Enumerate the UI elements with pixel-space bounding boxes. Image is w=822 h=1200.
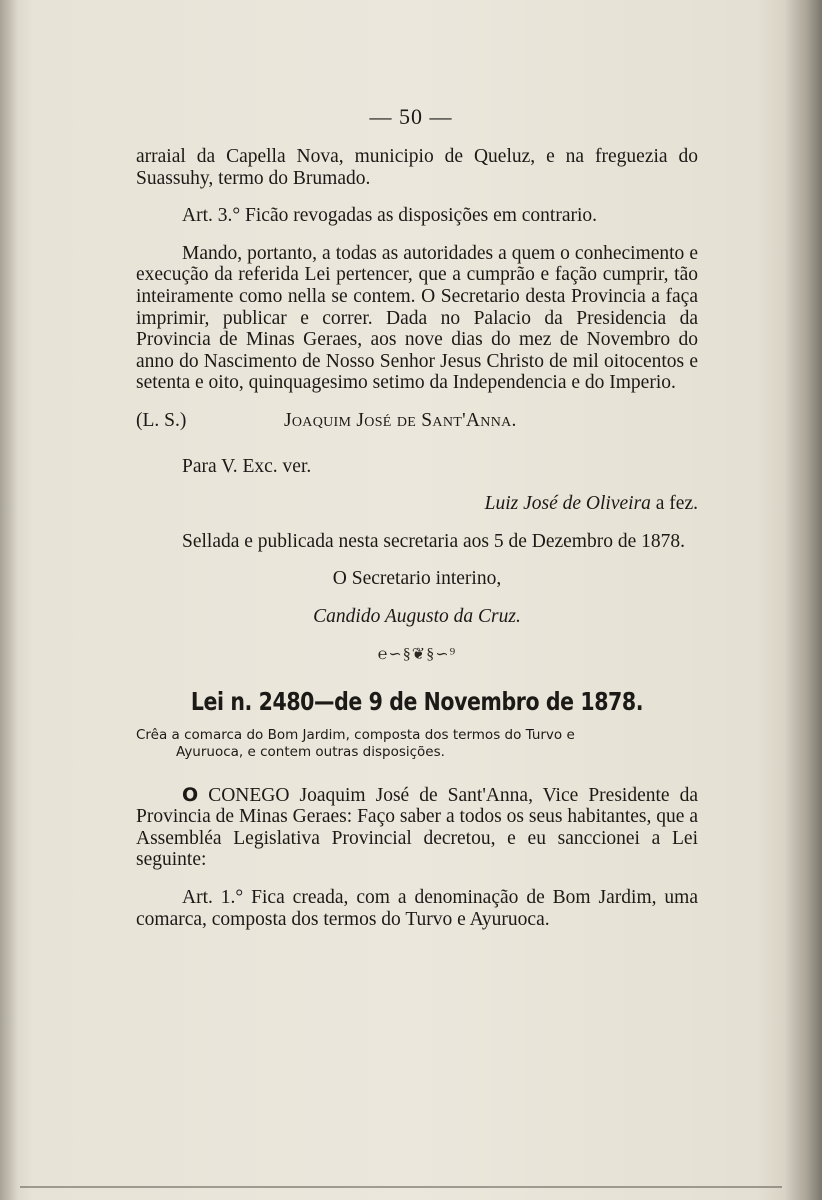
made-by-suffix: a fez.	[650, 493, 698, 515]
secretary-name: Candido Augusto da Cruz.	[313, 605, 521, 627]
left-page-shadow	[0, 0, 18, 1200]
publication-note: Sellada e publicada nesta secretaria aos 5 de Dezembro de 1878.	[182, 530, 685, 552]
right-page-edge	[784, 0, 822, 1200]
seal-mark: (L. S.)	[136, 409, 187, 431]
law-introduction-text: CONEGO Joaquim José de Sant'Anna, Vice Presidente da Provincia de Minas Geraes: Faço saber a todos os seus habitantes, que a Assembléa Legislativa Provincial decretou, e eu sanccionei a Lei seguinte:	[136, 784, 698, 871]
article-3: Art. 3.° Ficão revogadas as disposições em contrario.	[182, 205, 598, 227]
law-summary-line-1: Crêa a comarca do Bom Jardim, composta dos termos do Turvo e	[136, 726, 575, 743]
page-number: — 50 —	[369, 104, 453, 129]
signature-line	[136, 410, 698, 432]
law-title: Lei n. 2480—de 9 de Novembro de 1878.	[190, 687, 644, 717]
ornament-divider: ℮∽§❦§∽⁹	[377, 645, 457, 663]
secretary-title: O Secretario interino,	[332, 568, 502, 590]
law-article-1: Art. 1.° Fica creada, com a denominação de Bom Jardim, uma comarca, composta dos termos do Turvo e Ayuruoca.	[136, 887, 698, 930]
clerk-name: Luiz José de Oliveira	[484, 493, 651, 515]
law-summary	[136, 727, 698, 761]
made-by-line	[136, 493, 698, 515]
enactment-paragraph: Mando, portanto, a todas as autoridades a quem o conhecimento e execução da referida Lei pertencer, que a cumprão e fação cumprir, tão inteiramente como nella se contem. O Secretario desta Provincia a faça imprimir, publicar e correr. Dada no Palacio da Presidencia da Provincia de Minas Geraes, aos nove dias do mez de Novembro do anno do Nascimento de Nosso Senhor Jesus Christo de mil oitocentos e setenta e oito, quinquagesimo setimo da Independencia e do Imperio.	[136, 242, 698, 394]
continuation-paragraph: arraial da Capella Nova, municipio de Queluz, e na freguezia do Suassuhy, termo do Brumado.	[136, 146, 698, 189]
law-introduction	[136, 785, 698, 871]
signatory-name: Joaquim José de Sant'Anna.	[284, 409, 517, 431]
bottom-page-rule	[20, 1186, 782, 1188]
para-v-exc-ver: Para V. Exc. ver.	[182, 455, 312, 477]
page-body	[136, 146, 698, 946]
law-summary-line-2: Ayuruoca, e contem outras disposições.	[176, 743, 445, 760]
drop-cap-letter: O	[182, 783, 199, 806]
